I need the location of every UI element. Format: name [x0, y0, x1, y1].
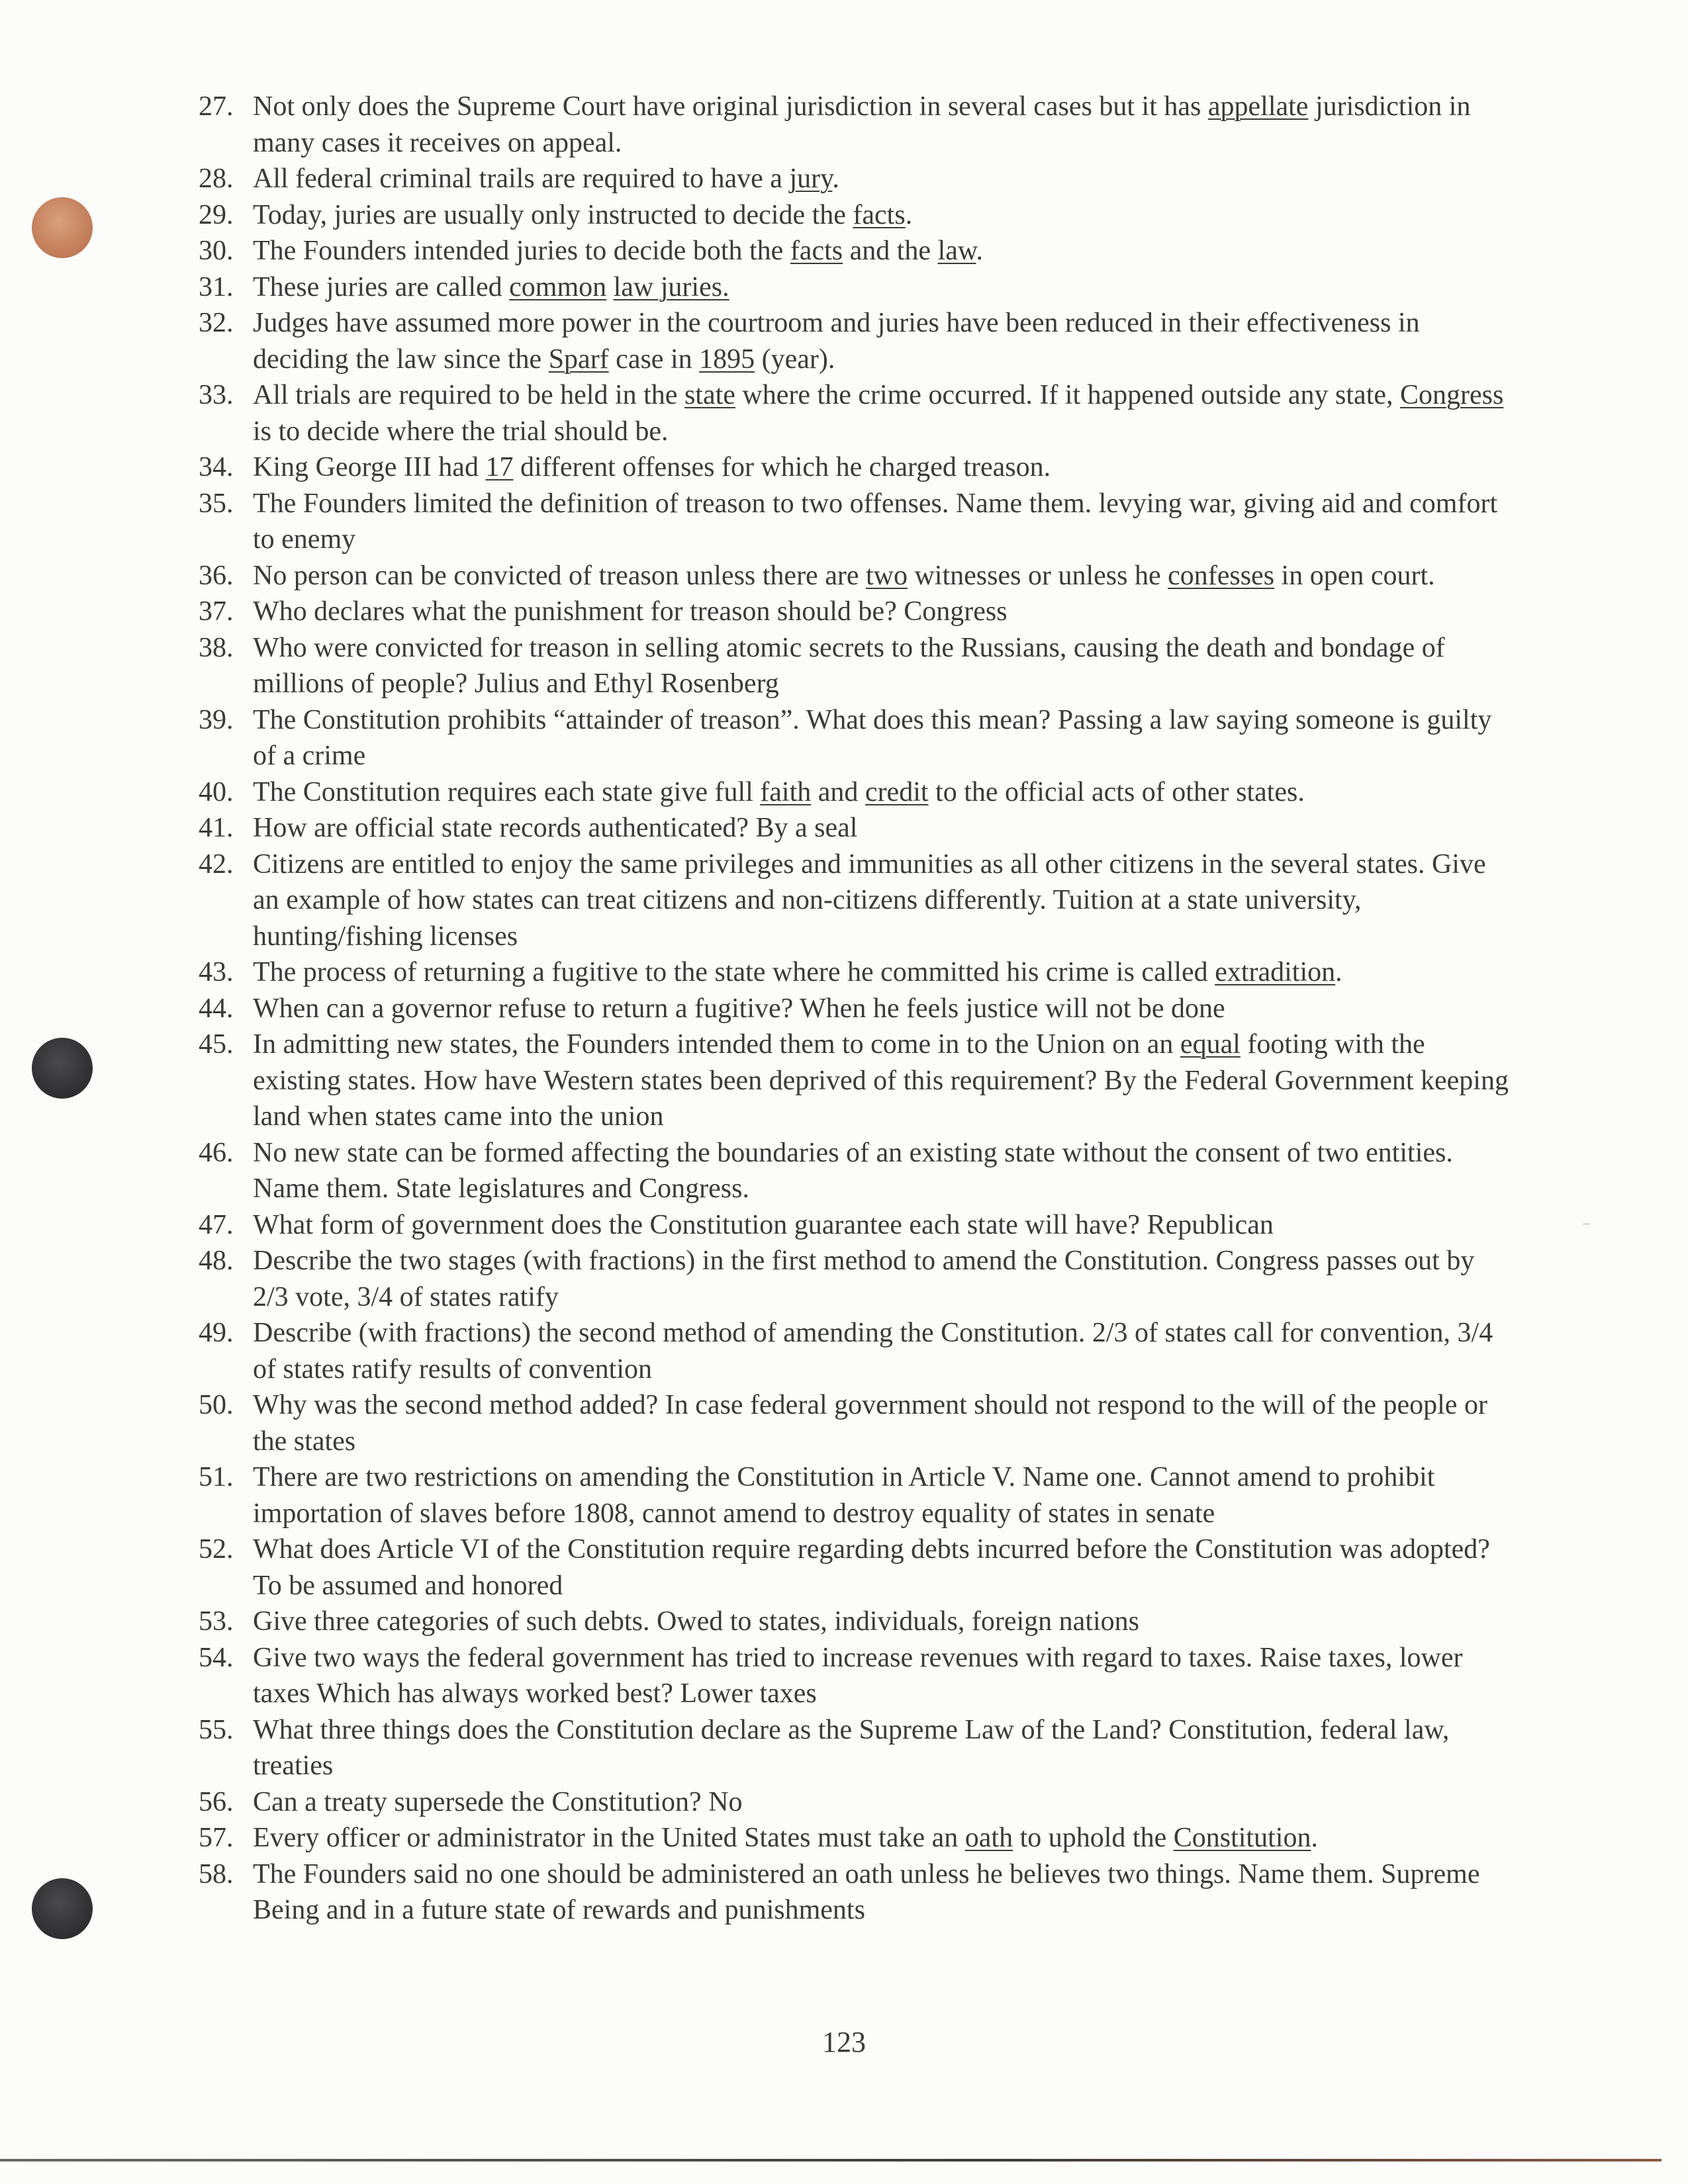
bottom-rule	[0, 2159, 1662, 2161]
question-text: jurisdiction in many cases it receives on appeal.	[253, 91, 1471, 158]
question-text: Who declares what the punishment for treason should be? Congress	[253, 596, 1008, 627]
question-number: 41.	[199, 813, 234, 843]
question-text: The Founders said no one should be administered an oath unless he believes two things. Name them. Supreme Being and in a future state of rewards and punishments	[253, 1858, 1480, 1925]
answer-underlined: oath	[964, 1823, 1013, 1853]
question-item	[199, 1784, 1516, 1821]
answer-underlined: credit	[865, 776, 929, 807]
question-number: 30.	[199, 236, 234, 266]
question-item	[199, 1315, 1516, 1387]
question-item	[199, 486, 1516, 558]
question-text: in open court.	[1274, 560, 1435, 591]
question-item	[199, 305, 1516, 377]
question-number: 33.	[199, 380, 234, 410]
question-number: 52.	[199, 1534, 234, 1565]
question-number: 48.	[199, 1246, 234, 1276]
question-number: 51.	[199, 1462, 234, 1492]
answer-underlined: Congress	[1400, 380, 1504, 410]
question-text: When can a governor refuse to return a fugitive? When he feels justice will not be done	[253, 993, 1225, 1024]
question-number: 50.	[199, 1390, 234, 1420]
question-text: .	[1335, 957, 1342, 987]
question-text: is to decide where the trial should be.	[253, 416, 669, 447]
answer-underlined: confesses	[1168, 560, 1275, 591]
question-list	[199, 89, 1516, 1929]
answer-underlined: state	[684, 380, 735, 410]
answer-underlined: law juries.	[613, 271, 729, 302]
question-item	[199, 630, 1516, 702]
question-text: .	[976, 236, 983, 266]
question-number: 31.	[199, 271, 234, 302]
answer-underlined: facts	[790, 236, 843, 266]
question-text: where the crime occurred. If it happened outside any state,	[735, 380, 1401, 410]
question-text: .	[905, 199, 913, 230]
answer-underlined: facts	[853, 199, 906, 230]
question-number: 28.	[199, 163, 234, 194]
question-item	[199, 774, 1516, 811]
question-text: Citizens are entitled to enjoy the same privileges and immunities as all other citizens in the several states. Give an example of how states can treat citizens and non-citizens differently. Tuition at a state university, hunting/fishing licenses	[253, 848, 1486, 952]
punch-hole-top	[32, 197, 93, 258]
question-text: Can a treaty supersede the Constitution? No	[253, 1786, 743, 1817]
question-text: and	[811, 776, 865, 807]
question-item	[199, 197, 1516, 234]
question-item	[199, 1820, 1516, 1856]
question-text: The Founders intended juries to decide both the	[253, 236, 790, 266]
question-text: Today, juries are usually only instructed to decide the	[253, 199, 853, 230]
question-number: 58.	[199, 1858, 234, 1889]
question-text: What does Article VI of the Constitution require regarding debts incurred before the Constitution was adopted? To be assumed and honored	[253, 1534, 1490, 1601]
question-text: Who were convicted for treason in selling atomic secrets to the Russians, causing the death and bondage of millions of people? Julius and Ethyl Rosenberg	[253, 632, 1445, 699]
question-text: Every officer or administrator in the United States must take an	[253, 1823, 965, 1853]
question-item	[199, 810, 1516, 846]
question-item	[199, 89, 1516, 161]
question-item	[199, 1459, 1516, 1531]
question-text: All trials are required to be held in the	[253, 380, 684, 410]
question-text: The process of returning a fugitive to the state where he committed his crime is called	[253, 957, 1215, 987]
answer-underlined: common	[509, 271, 607, 302]
question-item	[199, 1531, 1516, 1604]
question-text: What form of government does the Constitution guarantee each state will have? Republican	[253, 1209, 1274, 1240]
question-text: No person can be convicted of treason unless there are	[253, 560, 866, 591]
question-text: In admitting new states, the Founders intended them to come in to the Union on an	[253, 1029, 1180, 1060]
question-number: 54.	[199, 1642, 234, 1673]
question-number: 55.	[199, 1714, 234, 1745]
answer-underlined: extradition	[1215, 957, 1336, 987]
question-number: 34.	[199, 452, 234, 482]
question-item	[199, 1856, 1516, 1929]
question-text: These juries are called	[253, 271, 510, 302]
question-number: 43.	[199, 957, 234, 987]
question-text: King George III had	[253, 452, 486, 482]
question-number: 38.	[199, 632, 234, 663]
question-item	[199, 1207, 1516, 1244]
answer-underlined: 1895	[699, 343, 755, 375]
question-number: 39.	[199, 704, 234, 735]
question-text: No new state can be formed affecting the boundaries of an existing state without the consent of two entities. Name them. State legislatures and Congress.	[253, 1137, 1453, 1204]
page-number: 123	[822, 2026, 866, 2058]
question-item	[199, 1387, 1516, 1459]
question-text: How are official state records authenticated? By a seal	[253, 813, 858, 843]
question-text: Describe (with fractions) the second method of amending the Constitution. 2/3 of states call for convention, 3/4 of states ratify results of convention	[253, 1318, 1493, 1385]
question-number: 44.	[199, 993, 234, 1024]
answer-underlined: Sparf	[548, 343, 609, 375]
question-text: Give three categories of such debts. Owed to states, individuals, foreign nations	[253, 1606, 1139, 1637]
question-text: to the official acts of other states.	[928, 776, 1305, 807]
question-text: What three things does the Constitution declare as the Supreme Law of the Land? Constitution, federal law, treaties	[253, 1714, 1450, 1781]
question-item	[199, 991, 1516, 1027]
question-text: .	[832, 163, 839, 194]
question-item	[199, 702, 1516, 774]
question-item	[199, 1640, 1516, 1712]
scan-speck	[1583, 1223, 1590, 1225]
question-text: There are two restrictions on amending the Constitution in Article V. Name one. Cannot amend to prohibit importation of slaves before 1808, cannot amend to destroy equality of states in senate	[253, 1462, 1435, 1529]
question-text: and the	[843, 236, 938, 266]
question-text: .	[1311, 1823, 1318, 1853]
question-item	[199, 161, 1516, 197]
question-number: 45.	[199, 1029, 234, 1060]
question-item	[199, 449, 1516, 486]
question-text: Judges have assumed more power in the courtroom and juries have been reduced in their effectiveness in deciding the law since the	[253, 308, 1420, 375]
question-text: witnesses or unless he	[907, 560, 1168, 591]
question-text: Give two ways the federal government has tried to increase revenues with regard to taxes. Raise taxes, lower taxes Which has always worked best? Lower taxes	[253, 1642, 1463, 1709]
question-item	[199, 558, 1516, 594]
question-text: Why was the second method added? In case federal government should not respond to the will of the people or the states	[253, 1390, 1487, 1457]
question-number: 42.	[199, 848, 234, 880]
question-number: 46.	[199, 1137, 234, 1168]
question-number: 29.	[199, 199, 234, 230]
question-text	[606, 272, 614, 302]
question-item	[199, 1604, 1516, 1640]
question-item	[199, 269, 1516, 306]
answer-underlined: two	[865, 560, 908, 591]
question-text: footing with the existing states. How have Western states been deprived of this requirement? By the Federal Government keeping land when states came into the union	[253, 1029, 1509, 1132]
question-number: 32.	[199, 308, 234, 338]
question-item	[199, 846, 1516, 955]
answer-underlined: law	[937, 236, 976, 266]
question-item	[199, 377, 1516, 449]
answer-underlined: Constitution	[1173, 1823, 1311, 1853]
question-item	[199, 233, 1516, 269]
question-number: 27.	[199, 91, 234, 122]
answer-underlined: appellate	[1207, 91, 1309, 122]
question-text: to uphold the	[1013, 1823, 1174, 1853]
question-number: 35.	[199, 488, 234, 519]
question-item	[199, 1243, 1516, 1315]
answer-underlined: 17	[485, 452, 514, 482]
answer-underlined: jury	[789, 163, 833, 194]
question-text: (year).	[755, 343, 835, 375]
question-text: The Founders limited the definition of treason to two offenses. Name them. levying war, giving aid and comfort to enemy	[253, 488, 1498, 555]
punch-hole-bottom	[32, 1878, 93, 1939]
question-number: 36.	[199, 560, 234, 591]
question-item	[199, 1026, 1516, 1135]
question-item	[199, 954, 1516, 991]
question-number: 56.	[199, 1786, 234, 1817]
question-item	[199, 1135, 1516, 1207]
question-item	[199, 594, 1516, 630]
question-number: 40.	[199, 776, 234, 807]
question-number: 37.	[199, 596, 234, 627]
question-number: 57.	[199, 1823, 234, 1853]
question-number: 47.	[199, 1209, 234, 1240]
question-item	[199, 1712, 1516, 1784]
question-text: The Constitution requires each state give full	[253, 776, 761, 807]
punch-hole-middle	[32, 1038, 93, 1099]
question-text: All federal criminal trails are required to have a	[253, 163, 790, 194]
answer-underlined: faith	[760, 776, 812, 807]
question-text: Not only does the Supreme Court have original jurisdiction in several cases but it has	[253, 91, 1208, 122]
question-number: 49.	[199, 1318, 234, 1348]
question-number: 53.	[199, 1606, 234, 1637]
question-text: case in	[608, 343, 700, 375]
question-text: The Constitution prohibits “attainder of treason”. What does this mean? Passing a law saying someone is guilty of a crime	[253, 704, 1492, 771]
question-text: Describe the two stages (with fractions) in the first method to amend the Constitution. Congress passes out by 2/3 vote, 3/4 of states ratify	[253, 1246, 1475, 1312]
answer-underlined: equal	[1180, 1029, 1241, 1060]
question-text: different offenses for which he charged treason.	[513, 452, 1051, 482]
